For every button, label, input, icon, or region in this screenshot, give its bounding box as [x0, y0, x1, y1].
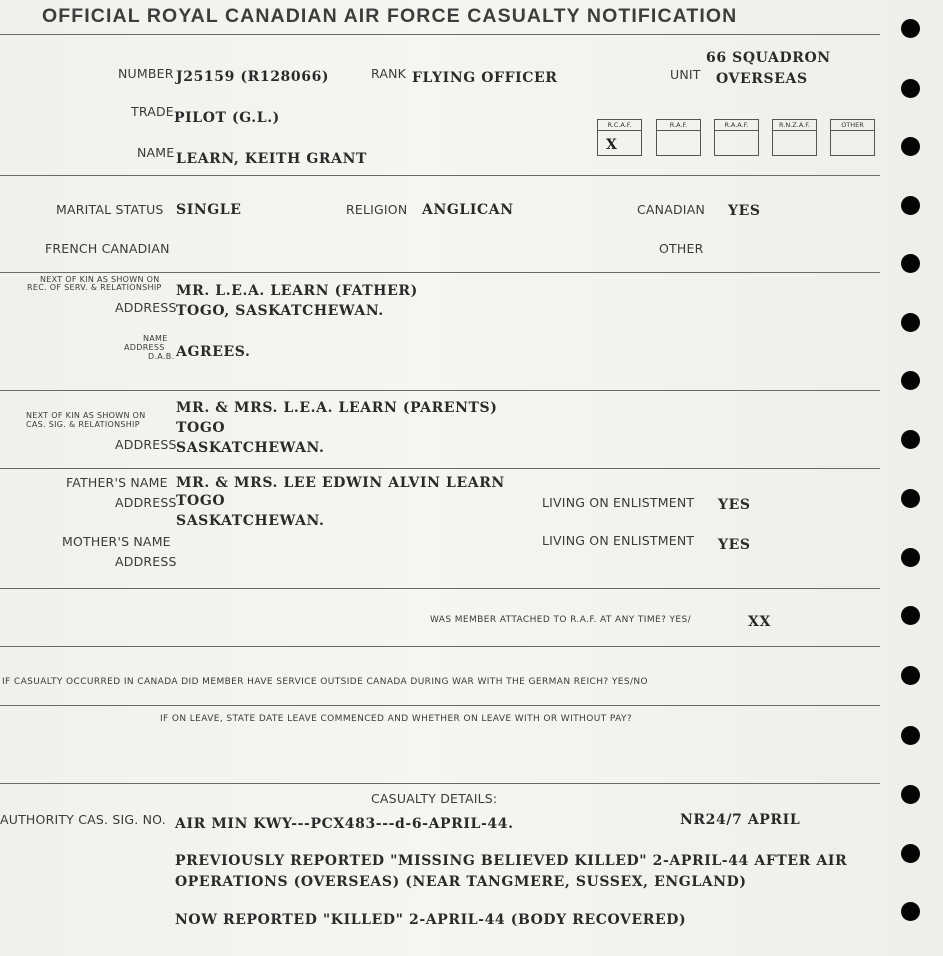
father-address-line2: SASKATCHEWAN. [176, 513, 325, 529]
punch-hole [901, 196, 920, 215]
nok-cas-address-label: ADDRESS [115, 437, 177, 452]
service-box-raf: R.A.F. [656, 119, 701, 156]
authority-reference: NR24/7 APRIL [680, 812, 801, 828]
nok-rec-address-label: ADDRESS [115, 300, 177, 315]
number-value: J25159 (R128066) [176, 69, 330, 85]
mothers-name-label: MOTHER'S NAME [62, 534, 171, 549]
punch-hole [901, 137, 920, 156]
divider [0, 34, 880, 35]
canadian-label: CANADIAN [637, 202, 705, 217]
divider [0, 390, 880, 391]
divider [0, 588, 880, 589]
service-box-rnzaf: R.N.Z.A.F. [772, 119, 817, 156]
service-box-other: OTHER [830, 119, 875, 156]
dab-label-line3: D.A.B. [148, 352, 175, 361]
nok-cas-address-line2: SASKATCHEWAN. [176, 440, 325, 456]
leave-question: IF ON LEAVE, STATE DATE LEAVE COMMENCED AND WHETHER ON LEAVE WITH OR WITHOUT PAY? [160, 714, 633, 724]
nok-cas-label-line2: CAS. SIG. & RELATIONSHIP [26, 420, 140, 429]
raf-question: WAS MEMBER ATTACHED TO R.A.F. AT ANY TIME? YES/ [430, 615, 692, 625]
service-box-raaf: R.A.A.F. [714, 119, 759, 156]
fathers-name-label: FATHER'S NAME [66, 475, 168, 490]
divider [0, 175, 880, 176]
marital-status-value: SINGLE [176, 202, 242, 218]
mother-living-label: LIVING ON ENLISTMENT [542, 533, 695, 548]
canada-service-question: IF CASUALTY OCCURRED IN CANADA DID MEMBER HAVE SERVICE OUTSIDE CANADA DURING WAR WITH THE GERMAN REICH? YES/NO [2, 677, 648, 687]
fathers-name-value: MR. & MRS. LEE EDWIN ALVIN LEARN [176, 475, 505, 491]
punch-hole [901, 666, 920, 685]
nok-rec-value: MR. L.E.A. LEARN (FATHER) [176, 283, 418, 299]
details-line1: PREVIOUSLY REPORTED "MISSING BELIEVED KILLED" 2-APRIL-44 AFTER AIR [175, 853, 848, 869]
rank-value: FLYING OFFICER [412, 70, 558, 86]
father-address-label: ADDRESS [115, 495, 177, 510]
punch-hole [901, 548, 920, 567]
father-living-value: YES [718, 497, 751, 513]
details-line3: NOW REPORTED "KILLED" 2-APRIL-44 (BODY RECOVERED) [175, 912, 687, 928]
punch-hole [901, 844, 920, 863]
name-value: LEARN, KEITH GRANT [176, 151, 368, 167]
punch-hole [901, 606, 920, 625]
divider [0, 783, 880, 784]
mother-living-value: YES [718, 537, 751, 553]
raf-answer: XX [748, 614, 771, 630]
punch-hole [901, 19, 920, 38]
details-line2: OPERATIONS (OVERSEAS) (NEAR TANGMERE, SUSSEX, ENGLAND) [175, 874, 747, 890]
divider [0, 705, 880, 706]
father-living-label: LIVING ON ENLISTMENT [542, 495, 695, 510]
casualty-details-heading: CASUALTY DETAILS: [371, 791, 498, 806]
punch-hole [901, 371, 920, 390]
service-box-mark: X [606, 137, 617, 153]
form-title: OFFICIAL ROYAL CANADIAN AIR FORCE CASUALTY NOTIFICATION [42, 5, 738, 27]
dab-value: AGREES. [176, 344, 251, 360]
dab-label-line2: ADDRESS [124, 343, 165, 352]
number-label: NUMBER [118, 66, 174, 81]
punch-hole [901, 489, 920, 508]
nok-cas-value: MR. & MRS. L.E.A. LEARN (PARENTS) [176, 400, 498, 416]
rank-label: RANK [371, 66, 407, 81]
nok-rec-address-value: TOGO, SASKATCHEWAN. [176, 303, 384, 319]
nok-cas-label-line1: NEXT OF KIN AS SHOWN ON [26, 411, 146, 420]
other-label: OTHER [659, 241, 704, 256]
mother-address-label: ADDRESS [115, 554, 177, 569]
name-label: NAME [137, 145, 175, 160]
unit-label: UNIT [670, 67, 701, 82]
marital-status-label: MARITAL STATUS [56, 202, 164, 217]
punch-hole [901, 430, 920, 449]
authority-number: AIR MIN KWY---PCX483---d-6-APRIL-44. [175, 816, 514, 832]
authority-label: AUTHORITY CAS. SIG. NO. [0, 812, 166, 827]
nok-cas-address-line1: TOGO [176, 420, 226, 436]
trade-label: TRADE [131, 104, 174, 119]
religion-value: ANGLICAN [422, 202, 514, 218]
punch-hole [901, 785, 920, 804]
punch-hole [901, 313, 920, 332]
father-address-line1: TOGO [176, 493, 226, 509]
unit-value-line1: 66 SQUADRON [706, 50, 831, 66]
punch-hole [901, 254, 920, 273]
service-box-rcaf: R.C.A.F. X [597, 119, 642, 156]
trade-value: PILOT (G.L.) [174, 110, 280, 126]
divider [0, 468, 880, 469]
divider [0, 646, 880, 647]
unit-value-line2: OVERSEAS [716, 71, 808, 87]
divider [0, 272, 880, 273]
nok-rec-label-line2: REC. OF SERV. & RELATIONSHIP [27, 283, 162, 292]
religion-label: RELIGION [346, 202, 408, 217]
canadian-value: YES [728, 203, 761, 219]
punch-hole [901, 902, 920, 921]
french-canadian-label: FRENCH CANADIAN [45, 241, 170, 256]
nok-rec-label-line1: NEXT OF KIN AS SHOWN ON [40, 275, 160, 284]
punch-hole [901, 79, 920, 98]
dab-label-line1: NAME [143, 334, 168, 343]
punch-hole [901, 726, 920, 745]
